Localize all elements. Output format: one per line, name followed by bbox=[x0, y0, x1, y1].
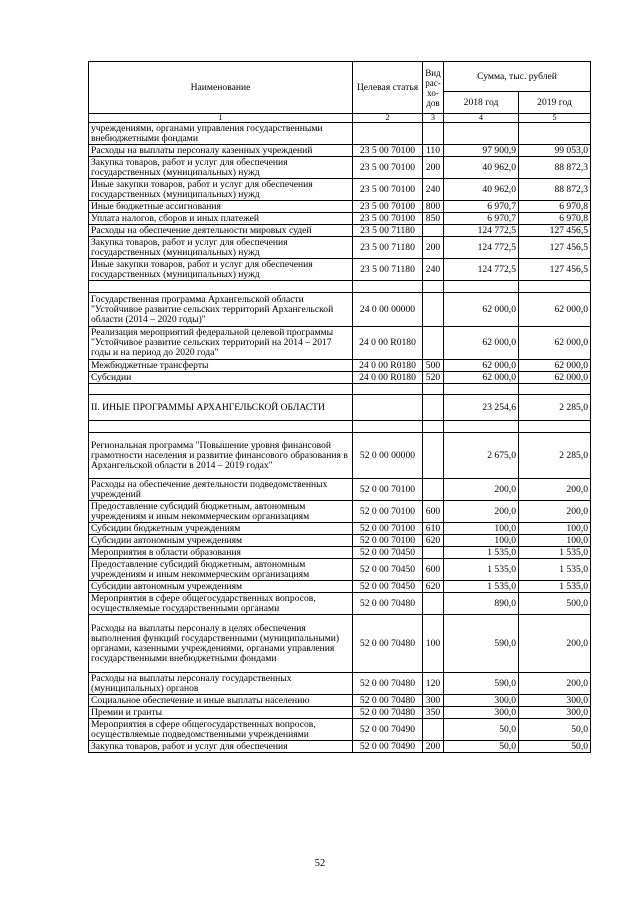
table-row bbox=[89, 225, 591, 237]
row-sum-2018: 62 000,0 bbox=[444, 360, 519, 372]
row-sum-2019: 99 053,0 bbox=[519, 145, 591, 157]
row-sum-2019: 127 456,5 bbox=[519, 259, 591, 281]
row-name: Закупка товаров, работ и услуг для обеспечения bbox=[89, 741, 353, 753]
table-row bbox=[89, 384, 591, 395]
row-expense-type bbox=[423, 225, 444, 237]
header-year-2018: 2018 год bbox=[444, 92, 519, 114]
row-sum-2018: 1 535,0 bbox=[444, 559, 519, 581]
row-expense-type: 800 bbox=[423, 201, 444, 213]
row-name: Региональная программа "Повышение уровня финансовой грамотности населения и развитие финансового образования в Архангельской области в 2014 – 2019 годах" bbox=[89, 433, 353, 479]
row-sum-2019: 2 285,0 bbox=[519, 395, 591, 421]
row-expense-type: 620 bbox=[423, 535, 444, 547]
row-sum-2018: 200,0 bbox=[444, 501, 519, 523]
row-expense-type bbox=[423, 479, 444, 501]
table-row bbox=[89, 395, 591, 421]
row-expense-type: 610 bbox=[423, 523, 444, 535]
row-sum-2018: 124 772,5 bbox=[444, 259, 519, 281]
table-row bbox=[89, 479, 591, 501]
row-target-article: 52 0 00 70480 bbox=[353, 593, 423, 615]
row-expense-type: 850 bbox=[423, 213, 444, 225]
row-sum-2018: 40 962,0 bbox=[444, 157, 519, 179]
table-body bbox=[89, 123, 591, 753]
row-target-article: 52 0 00 70490 bbox=[353, 741, 423, 753]
row-target-article bbox=[353, 395, 423, 421]
row-expense-type: 120 bbox=[423, 673, 444, 695]
row-expense-type: 600 bbox=[423, 559, 444, 581]
row-sum-2018: 100,0 bbox=[444, 535, 519, 547]
row-sum-2019 bbox=[519, 123, 591, 145]
table-row bbox=[89, 237, 591, 259]
row-sum-2019: 1 535,0 bbox=[519, 547, 591, 559]
row-sum-2019 bbox=[519, 281, 591, 293]
header-sum: Сумма, тыс. рублей bbox=[444, 62, 591, 92]
row-expense-type bbox=[423, 421, 444, 433]
row-sum-2019: 1 535,0 bbox=[519, 559, 591, 581]
row-sum-2019: 200,0 bbox=[519, 673, 591, 695]
row-expense-type: 100 bbox=[423, 615, 444, 673]
row-name: Мероприятия в области образования bbox=[89, 547, 353, 559]
row-expense-type: 350 bbox=[423, 707, 444, 719]
row-name: Мероприятия в сфере общегосударственных вопросов, осуществляемые подведомственными учреждениями bbox=[89, 719, 353, 741]
row-sum-2019: 62 000,0 bbox=[519, 293, 591, 327]
row-sum-2018 bbox=[444, 123, 519, 145]
row-target-article: 23 5 00 70100 bbox=[353, 213, 423, 225]
row-sum-2019: 62 000,0 bbox=[519, 372, 591, 384]
row-target-article: 52 0 00 70480 bbox=[353, 673, 423, 695]
row-expense-type bbox=[423, 719, 444, 741]
column-number: 5 bbox=[519, 114, 591, 123]
table-row bbox=[89, 593, 591, 615]
row-sum-2018: 300,0 bbox=[444, 695, 519, 707]
row-expense-type: 240 bbox=[423, 179, 444, 201]
row-expense-type: 200 bbox=[423, 237, 444, 259]
column-number: 4 bbox=[444, 114, 519, 123]
row-target-article: 52 0 00 70450 bbox=[353, 547, 423, 559]
row-target-article: 52 0 00 70100 bbox=[353, 535, 423, 547]
table-row bbox=[89, 360, 591, 372]
column-number: 2 bbox=[353, 114, 423, 123]
row-name: Межбюджетные трансферты bbox=[89, 360, 353, 372]
table-row bbox=[89, 179, 591, 201]
row-name: Расходы на обеспечение деятельности подведомственных учреждений bbox=[89, 479, 353, 501]
table-row bbox=[89, 523, 591, 535]
row-name: Иные бюджетные ассигнования bbox=[89, 201, 353, 213]
table-row bbox=[89, 581, 591, 593]
header-name: Наименование bbox=[89, 62, 353, 114]
row-target-article: 24 0 00 R0180 bbox=[353, 360, 423, 372]
row-sum-2018: 2 675,0 bbox=[444, 433, 519, 479]
row-sum-2019: 50,0 bbox=[519, 719, 591, 741]
row-target-article: 52 0 00 70480 bbox=[353, 695, 423, 707]
row-sum-2018 bbox=[444, 281, 519, 293]
row-expense-type bbox=[423, 395, 444, 421]
row-sum-2018: 97 900,9 bbox=[444, 145, 519, 157]
row-sum-2018: 40 962,0 bbox=[444, 179, 519, 201]
table-row bbox=[89, 201, 591, 213]
row-target-article: 52 0 00 70450 bbox=[353, 581, 423, 593]
row-target-article bbox=[353, 421, 423, 433]
row-name: Реализация мероприятий федеральной целевой программы "Устойчивое развитие сельских территорий на 2014 – 2017 годы и на период до 2020 года" bbox=[89, 327, 353, 360]
row-target-article: 52 0 00 70100 bbox=[353, 523, 423, 535]
row-name: II. ИНЫЕ ПРОГРАММЫ АРХАНГЕЛЬСКОЙ ОБЛАСТИ bbox=[89, 395, 353, 421]
header-year-2019: 2019 год bbox=[519, 92, 591, 114]
row-target-article bbox=[353, 281, 423, 293]
row-sum-2018 bbox=[444, 421, 519, 433]
row-sum-2019: 100,0 bbox=[519, 523, 591, 535]
row-expense-type bbox=[423, 293, 444, 327]
row-sum-2019: 200,0 bbox=[519, 501, 591, 523]
row-sum-2018: 590,0 bbox=[444, 673, 519, 695]
row-expense-type bbox=[423, 593, 444, 615]
row-sum-2018: 62 000,0 bbox=[444, 293, 519, 327]
row-expense-type: 110 bbox=[423, 145, 444, 157]
row-name: Премии и гранты bbox=[89, 707, 353, 719]
row-expense-type: 200 bbox=[423, 157, 444, 179]
row-name: Субсидии автономным учреждениям bbox=[89, 535, 353, 547]
row-target-article: 23 5 00 71180 bbox=[353, 225, 423, 237]
row-target-article: 52 0 00 00000 bbox=[353, 433, 423, 479]
row-sum-2019 bbox=[519, 421, 591, 433]
row-name: Социальное обеспечение и иные выплаты населению bbox=[89, 695, 353, 707]
row-name: Субсидии автономным учреждениям bbox=[89, 581, 353, 593]
table-row bbox=[89, 615, 591, 673]
table-row bbox=[89, 741, 591, 753]
row-sum-2019: 127 456,5 bbox=[519, 237, 591, 259]
row-expense-type bbox=[423, 547, 444, 559]
table-row bbox=[89, 547, 591, 559]
row-expense-type: 240 bbox=[423, 259, 444, 281]
row-target-article bbox=[353, 123, 423, 145]
row-sum-2018 bbox=[444, 384, 519, 395]
row-expense-type: 600 bbox=[423, 501, 444, 523]
row-target-article: 24 0 00 00000 bbox=[353, 293, 423, 327]
table-row bbox=[89, 327, 591, 360]
row-sum-2018: 6 970,7 bbox=[444, 201, 519, 213]
row-sum-2018: 62 000,0 bbox=[444, 372, 519, 384]
row-name: Предоставление субсидий бюджетным, автономным учреждениям и иным некоммерческим организациям bbox=[89, 501, 353, 523]
row-expense-type bbox=[423, 123, 444, 145]
row-expense-type: 200 bbox=[423, 741, 444, 753]
row-name: Расходы на выплаты персоналу казенных учреждений bbox=[89, 145, 353, 157]
row-expense-type: 520 bbox=[423, 372, 444, 384]
row-sum-2019: 200,0 bbox=[519, 615, 591, 673]
row-expense-type bbox=[423, 281, 444, 293]
row-expense-type: 620 bbox=[423, 581, 444, 593]
page-number: 52 bbox=[314, 858, 326, 869]
row-sum-2019: 1 535,0 bbox=[519, 581, 591, 593]
row-sum-2019: 100,0 bbox=[519, 535, 591, 547]
table-row bbox=[89, 259, 591, 281]
row-sum-2018: 1 535,0 bbox=[444, 581, 519, 593]
row-target-article: 23 5 00 70100 bbox=[353, 201, 423, 213]
row-sum-2019: 88 872,3 bbox=[519, 179, 591, 201]
table-row bbox=[89, 719, 591, 741]
row-name: Субсидии бюджетным учреждениям bbox=[89, 523, 353, 535]
row-expense-type: 500 bbox=[423, 360, 444, 372]
row-target-article: 52 0 00 70100 bbox=[353, 501, 423, 523]
row-sum-2019 bbox=[519, 384, 591, 395]
row-sum-2019: 300,0 bbox=[519, 707, 591, 719]
row-sum-2018: 300,0 bbox=[444, 707, 519, 719]
row-name: учреждениями, органами управления государственными внебюджетными фондами bbox=[89, 123, 353, 145]
table-row bbox=[89, 535, 591, 547]
table-row bbox=[89, 673, 591, 695]
row-name: Иные закупки товаров, работ и услуг для обеспечения государственных (муниципальных) нужд bbox=[89, 259, 353, 281]
row-target-article: 24 0 00 R0180 bbox=[353, 372, 423, 384]
row-sum-2018: 590,0 bbox=[444, 615, 519, 673]
table-row bbox=[89, 707, 591, 719]
header-target-article: Целевая статья bbox=[353, 62, 423, 114]
row-target-article bbox=[353, 384, 423, 395]
table-row bbox=[89, 213, 591, 225]
row-sum-2018: 50,0 bbox=[444, 719, 519, 741]
row-sum-2018: 124 772,5 bbox=[444, 225, 519, 237]
table-row bbox=[89, 123, 591, 145]
column-number: 1 bbox=[89, 114, 353, 123]
table-row bbox=[89, 157, 591, 179]
table-row bbox=[89, 421, 591, 433]
row-sum-2018: 6 970,7 bbox=[444, 213, 519, 225]
row-name bbox=[89, 384, 353, 395]
row-name: Мероприятия в сфере общегосударственных вопросов, осуществляемые государственными органами bbox=[89, 593, 353, 615]
row-sum-2018: 890,0 bbox=[444, 593, 519, 615]
row-name: Иные закупки товаров, работ и услуг для обеспечения государственных (муниципальных) нужд bbox=[89, 179, 353, 201]
row-target-article: 23 5 00 71180 bbox=[353, 237, 423, 259]
row-name: Закупка товаров, работ и услуг для обеспечения государственных (муниципальных) нужд bbox=[89, 157, 353, 179]
row-sum-2019: 6 970,8 bbox=[519, 213, 591, 225]
row-name: Субсидии bbox=[89, 372, 353, 384]
budget-table bbox=[88, 61, 591, 753]
row-expense-type bbox=[423, 327, 444, 360]
table-row bbox=[89, 501, 591, 523]
table-row bbox=[89, 433, 591, 479]
row-name: Закупка товаров, работ и услуг для обеспечения государственных (муниципальных) нужд bbox=[89, 237, 353, 259]
row-sum-2019: 88 872,3 bbox=[519, 157, 591, 179]
table-row bbox=[89, 293, 591, 327]
row-target-article: 24 0 00 R0180 bbox=[353, 327, 423, 360]
column-number: 3 bbox=[423, 114, 444, 123]
row-sum-2019: 6 970,8 bbox=[519, 201, 591, 213]
row-expense-type: 300 bbox=[423, 695, 444, 707]
row-sum-2018: 62 000,0 bbox=[444, 327, 519, 360]
header-expense-type: Вид рас-хо-дов bbox=[423, 62, 444, 114]
row-sum-2018: 200,0 bbox=[444, 479, 519, 501]
row-name bbox=[89, 421, 353, 433]
row-target-article: 23 5 00 70100 bbox=[353, 179, 423, 201]
row-expense-type bbox=[423, 384, 444, 395]
row-sum-2018: 100,0 bbox=[444, 523, 519, 535]
row-sum-2019: 500,0 bbox=[519, 593, 591, 615]
row-sum-2019: 127 456,5 bbox=[519, 225, 591, 237]
row-sum-2019: 200,0 bbox=[519, 479, 591, 501]
row-sum-2018: 124 772,5 bbox=[444, 237, 519, 259]
row-name: Расходы на выплаты персоналу государственных (муниципальных) органов bbox=[89, 673, 353, 695]
row-target-article: 52 0 00 70480 bbox=[353, 707, 423, 719]
row-target-article: 23 5 00 70100 bbox=[353, 157, 423, 179]
table-row bbox=[89, 559, 591, 581]
row-target-article: 52 0 00 70480 bbox=[353, 615, 423, 673]
row-sum-2019: 2 285,0 bbox=[519, 433, 591, 479]
table-row bbox=[89, 372, 591, 384]
row-sum-2018: 1 535,0 bbox=[444, 547, 519, 559]
row-target-article: 23 5 00 70100 bbox=[353, 145, 423, 157]
table-row bbox=[89, 695, 591, 707]
row-name: Расходы на обеспечение деятельности мировых судей bbox=[89, 225, 353, 237]
table-row bbox=[89, 145, 591, 157]
row-target-article: 52 0 00 70490 bbox=[353, 719, 423, 741]
row-name: Предоставление субсидий бюджетным, автономным учреждениям и иным некоммерческим организациям bbox=[89, 559, 353, 581]
row-sum-2019: 62 000,0 bbox=[519, 327, 591, 360]
row-name bbox=[89, 281, 353, 293]
row-sum-2019: 50,0 bbox=[519, 741, 591, 753]
row-target-article: 52 0 00 70450 bbox=[353, 559, 423, 581]
row-target-article: 52 0 00 70100 bbox=[353, 479, 423, 501]
row-sum-2019: 300,0 bbox=[519, 695, 591, 707]
table-row bbox=[89, 281, 591, 293]
row-sum-2018: 50,0 bbox=[444, 741, 519, 753]
row-name: Государственная программа Архангельской области "Устойчивое развитие сельских территорий Архангельской области (2014 – 2020 годы)" bbox=[89, 293, 353, 327]
row-name: Расходы на выплаты персоналу в целях обеспечения выполнения функций государственными (муниципальными) органами, казенными учреждениями, органами управления государственными внебюджетными фондами bbox=[89, 615, 353, 673]
row-target-article: 23 5 00 71180 bbox=[353, 259, 423, 281]
row-sum-2018: 23 254,6 bbox=[444, 395, 519, 421]
row-sum-2019: 62 000,0 bbox=[519, 360, 591, 372]
row-expense-type bbox=[423, 433, 444, 479]
row-name: Уплата налогов, сборов и иных платежей bbox=[89, 213, 353, 225]
